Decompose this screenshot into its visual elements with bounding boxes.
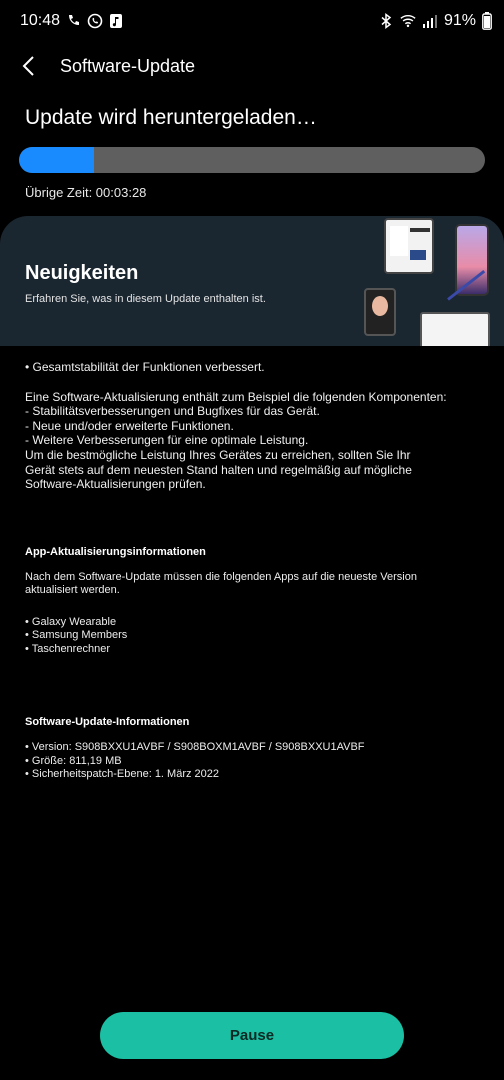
app-bar — [0, 44, 504, 88]
whatsapp-icon — [87, 13, 103, 29]
phone-icon — [66, 13, 82, 29]
app-list-item: • Galaxy Wearable — [25, 615, 117, 628]
app-update-text: aktualisiert werden. — [25, 584, 120, 597]
detail-line: Software-Aktualisierungen prüfen. — [25, 477, 206, 492]
detail-line: - Stabilitätsverbesserungen und Bugfixes für das Gerät. — [25, 404, 320, 419]
app-update-text: Nach dem Software-Update müssen die folgenden Apps auf die neueste Version — [25, 570, 417, 583]
signal-icon — [422, 13, 438, 29]
remaining-time: Übrige Zeit: 00:03:28 — [25, 185, 147, 200]
music-file-icon — [108, 13, 124, 29]
back-arrow-icon[interactable] — [20, 54, 40, 78]
news-subtitle: Erfahren Sie, was in diesem Update enthalten ist. — [25, 293, 266, 305]
phone-illustration — [455, 224, 489, 296]
sw-size: • Größe: 811,19 MB — [25, 754, 122, 767]
detail-line: Gerät stets auf dem neuesten Stand halten und regelmäßig auf mögliche — [25, 462, 412, 477]
bluetooth-icon — [378, 13, 394, 29]
detail-line: - Weitere Verbesserungen für eine optimale Leistung. — [25, 433, 309, 448]
app-list-item: • Taschenrechner — [25, 642, 110, 655]
sw-version: • Version: S908BXXU1AVBF / S908BOXM1AVBF / S908BXXU1AVBF — [25, 741, 365, 754]
detail-line: Eine Software-Aktualisierung enthält zum Beispiel die folgenden Komponenten: — [25, 389, 447, 404]
news-banner — [0, 216, 504, 346]
status-bar — [0, 0, 504, 44]
download-status-text: Update wird heruntergeladen… — [25, 106, 317, 129]
detail-line: Um die bestmögliche Leistung Ihres Gerätes zu erreichen, sollten Sie Ihr — [25, 447, 411, 462]
status-right — [378, 12, 492, 30]
sw-security-patch: • Sicherheitspatch-Ebene: 1. März 2022 — [25, 768, 220, 781]
download-progress-bar — [19, 147, 485, 173]
pause-button[interactable]: Pause — [100, 1012, 404, 1059]
flip-phone-illustration — [364, 288, 396, 336]
wifi-icon — [400, 13, 416, 29]
notification-icons — [66, 13, 124, 29]
download-progress-fill — [19, 147, 94, 173]
app-list-item: • Samsung Members — [25, 629, 128, 642]
detail-line: - Neue und/oder erweiterte Funktionen. — [25, 418, 234, 433]
sw-info-heading: Software-Update-Informationen — [25, 716, 190, 729]
update-details — [25, 360, 495, 782]
detail-line: • Gesamtstabilität der Funktionen verbessert. — [25, 360, 265, 374]
app-update-heading: App-Aktualisierungsinformationen — [25, 545, 206, 558]
battery-icon — [482, 12, 492, 30]
laptop-illustration — [420, 312, 490, 346]
clock: 10:48 — [20, 12, 61, 29]
page-title: Software-Update — [60, 56, 196, 76]
news-title: Neuigkeiten — [25, 262, 139, 284]
tablet-illustration — [384, 218, 434, 274]
battery-percentage: 91% — [443, 12, 476, 29]
